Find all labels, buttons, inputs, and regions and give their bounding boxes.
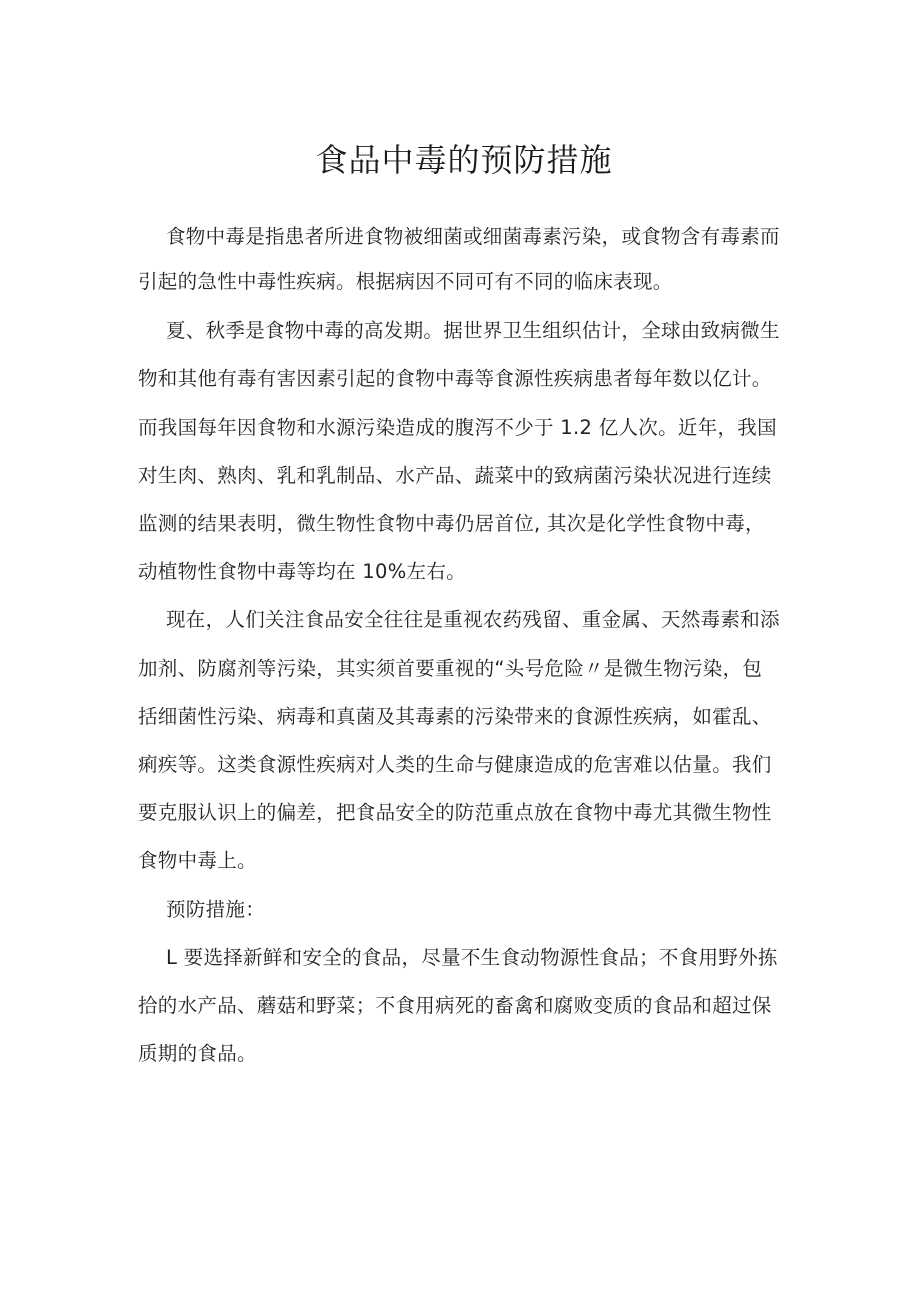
paragraph-3-line-5: 要克服认识上的偏差，把食品安全的防范重点放在食物中毒尤其微生物性 (138, 801, 772, 824)
page-title: 食品中毒的预防措施 (315, 141, 613, 179)
paragraph-1-line-1: 食物中毒是指患者所进食物被细菌或细菌毒素污染，或食物含有毒素而 (166, 225, 780, 248)
paragraph-3-line-3: 括细菌性污染、病毒和真菌及其毒素的污染带来的食源性疾病，如霍乱、 (138, 705, 772, 728)
measure-1-line-3: 质期的食品。 (138, 1042, 257, 1065)
paragraph-3-line-6: 食物中毒上。 (138, 849, 257, 872)
paragraph-2-line-6: 动植物性食物中毒等均在 10%左右。 (138, 560, 466, 583)
measure-1-line-1: L 要选择新鲜和安全的食品，尽量不生食动物源性食品；不食用野外拣 (166, 946, 778, 969)
paragraph-1-line-2: 引起的急性中毒性疾病。根据病因不同可有不同的临床表现。 (138, 270, 673, 293)
paragraph-3-line-2: 加剂、防腐剂等污染，其实须首要重视的“头号危险〃是微生物污染，包 (138, 657, 763, 680)
paragraph-3-line-1: 现在，人们关注食品安全往往是重视农药残留、重金属、天然毒素和添 (166, 608, 780, 631)
paragraph-2-line-3: 而我国每年因食物和水源污染造成的腹泻不少于 1.2 亿人次。近年，我国 (138, 416, 777, 439)
paragraph-2-line-2: 物和其他有毒有害因素引起的食物中毒等食源性疾病患者每年数以亿计。 (138, 367, 772, 390)
paragraph-3-line-4: 痢疾等。这类食源性疾病对人类的生命与健康造成的危害难以估量。我们 (138, 753, 772, 776)
measure-1-line-2: 拾的水产品、蘑菇和野菜；不食用病死的畜禽和腐败变质的食品和超过保 (138, 994, 772, 1017)
paragraph-2-line-5: 监测的结果表明，微生物性食物中毒仍居首位, 其次是化学性食物中毒， (138, 512, 765, 535)
measures-heading: 预防措施： (166, 898, 266, 921)
paragraph-2-line-4: 对生肉、熟肉、乳和乳制品、水产品、蔬菜中的致病菌污染状况进行连续 (138, 464, 772, 487)
paragraph-2-line-1: 夏、秋季是食物中毒的高发期。据世界卫生组织估计，全球由致病微生 (166, 319, 780, 342)
